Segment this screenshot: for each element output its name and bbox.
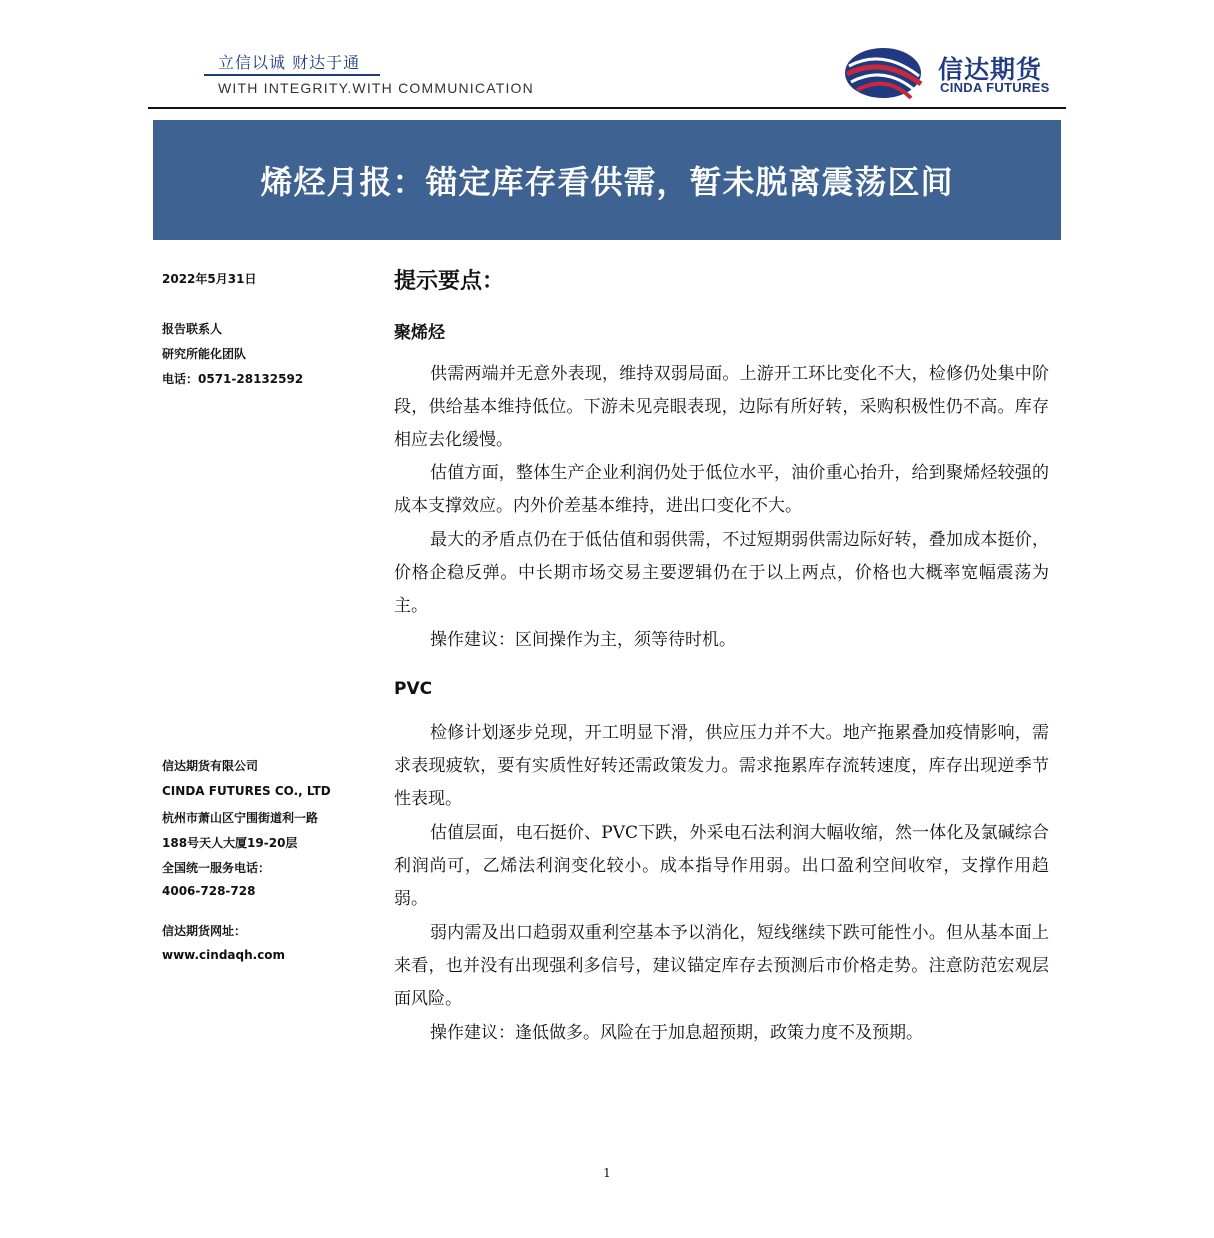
paragraph: 估值方面，整体生产企业利润仍处于低位水平，油价重心抬升，给到聚烯烃较强的成本支撑效应。内外价差基本维持，进出口变化不大。 [394,463,1049,516]
paragraph: 操作建议：区间操作为主，须等待时机。 [430,630,736,650]
address-line-2: 188号天人大厦19-20层 [162,836,298,850]
page-title: 烯烃月报：锚定库存看供需，暂未脱离震荡区间 [260,163,954,201]
paragraph: 供需两端并无意外表现，维持双弱局面。上游开工环比变化不大，检修仍处集中阶段，供给基本维持低位。下游未见亮眼表现，边际有所好转，采购积极性仍不高。库存相应去化缓慢。 [394,364,1049,450]
cinda-logo-icon [843,46,923,100]
address-line-1: 杭州市萧山区宁围街道利一路 [162,811,319,825]
paragraph: 弱内需及出口趋弱双重利空基本予以消化，短线继续下跌可能性小。但从基本面上来看，也并没有出现强利多信号，建议锚定库存去预测后市价格走势。注意防范宏观层面风险。 [394,923,1049,1009]
page-number: 1 [603,1166,611,1180]
section-title-polyolefin: 聚烯烃 [394,323,445,343]
slogan-english: WITH INTEGRITY.WITH COMMUNICATION [218,80,534,96]
contact-team: 研究所能化团队 [162,347,247,361]
company-name-cn: 信达期货有限公司 [162,759,259,773]
paragraph: 操作建议：逢低做多。风险在于加息超预期，政策力度不及预期。 [430,1023,923,1043]
slogan-underline [204,74,380,76]
logo-chinese: 信达期货 [938,55,1043,84]
contact-phone: 电话：0571-28132592 [162,372,304,386]
hotline-number: 4006-728-728 [162,884,256,898]
website-link[interactable]: www.cindaqh.com [162,948,286,962]
hotline-label: 全国统一服务电话： [162,861,271,875]
key-points-heading: 提示要点： [394,268,505,294]
section-title-pvc: PVC [394,679,433,699]
company-name-en: CINDA FUTURES CO., LTD [162,784,331,798]
paragraph: 估值层面，电石挺价、PVC下跌，外采电石法利润大幅收缩，然一体化及氯碱综合利润尚可，乙烯法利润变化较小。成本指导作用弱。出口盈利空间收窄，支撑作用趋弱。 [394,823,1049,909]
contact-label: 报告联系人 [162,322,223,336]
logo-english: CINDA FUTURES [940,80,1050,95]
report-date: 2022年5月31日 [162,272,257,286]
website-label: 信达期货网址： [162,924,247,938]
paragraph: 最大的矛盾点仍在于低估值和弱供需，不过短期弱供需边际好转，叠加成本挺价，价格企稳反弹。中长期市场交易主要逻辑仍在于以上两点，价格也大概率宽幅震荡为主。 [394,530,1049,616]
paragraph: 检修计划逐步兑现，开工明显下滑，供应压力并不大。地产拖累叠加疫情影响，需求表现疲软，要有实质性好转还需政策发力。需求拖累库存流转速度，库存出现逆季节性表现。 [394,723,1049,809]
slogan-chinese: 立信以诚 财达于通 [218,53,361,72]
header-divider [148,107,1066,109]
